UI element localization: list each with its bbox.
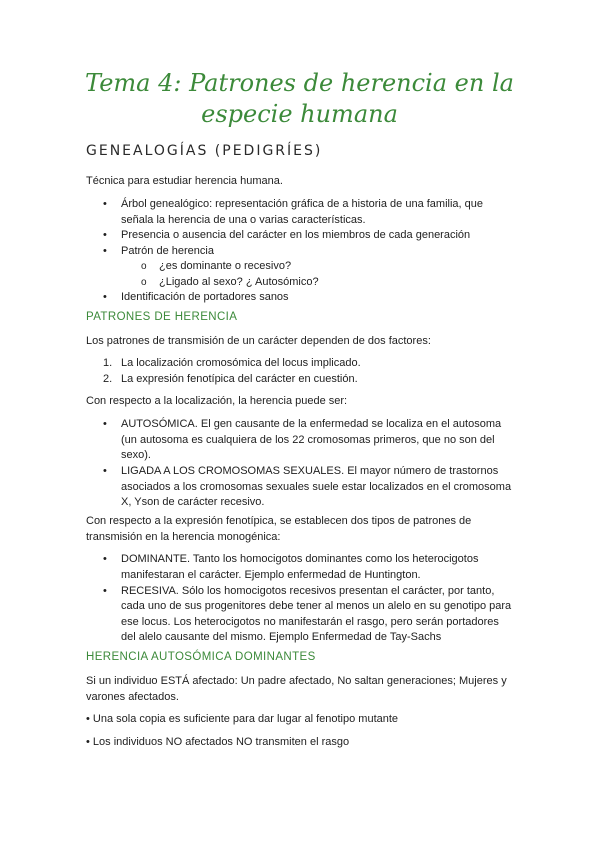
list-item: • Identificación de portadores sanos [103, 290, 515, 306]
list-item: • Árbol genealógico: representación gráfica de a historia de una familia, que señala la herencia de una o varias características. [103, 197, 515, 228]
title-line-2: especie humana [201, 100, 398, 128]
section-heading-autosomica: HERENCIA AUTOSÓMICA DOMINANTES [86, 651, 316, 663]
section-heading-patrones: PATRONES DE HERENCIA [86, 311, 238, 323]
list-item: • LIGADA A LOS CROMOSOMAS SEXUALES. El mayor número de trastornos asociados a los cromosomas sexuales suele estar localizados en el cromosoma X, Yson de carácter recesivo. [103, 464, 515, 511]
genealogias-list [103, 197, 515, 306]
title-line-1: Tema 4: Patrones de herencia en la [85, 69, 514, 97]
localizacion-list [103, 417, 515, 511]
factors-list [103, 356, 515, 387]
list-item: 1. La localización cromosómica del locus implicado. [103, 357, 361, 369]
localizacion-intro: Con respecto a la localización, la herencia puede ser: [86, 395, 348, 407]
expresion-list [103, 552, 515, 646]
autosomica-point-2: • Los individuos NO afectados NO transmiten el rasgo [86, 736, 350, 748]
autosomica-intro: Si un individuo ESTÁ afectado: Un padre afectado, No saltan generaciones; Mujeres y varones afectados. [86, 675, 507, 703]
section-heading-genealogias: GENEALOGÍAS (PEDIGRÍES) [86, 143, 323, 159]
list-item: • AUTOSÓMICA. El gen causante de la enfermedad se localiza en el autosoma (un autosoma es cualquiera de los 22 cromosomas primeros, que no son del sexo). [103, 417, 515, 464]
list-item: • DOMINANTE. Tanto los homocigotos dominantes como los heterocigotos manifestaran el carácter. Ejemplo enfermedad de Huntington. [103, 552, 515, 583]
sub-list-item: o ¿Ligado al sexo? ¿ Autosómico? [141, 275, 515, 291]
expresion-intro: Con respecto a la expresión fenotípica, se establecen dos tipos de patrones de transmisión en la herencia monogénica: [86, 515, 472, 543]
sub-list-item: o ¿es dominante o recesivo? [141, 259, 515, 275]
list-item: • Patrón de herencia o ¿es dominante o recesivo? o ¿Ligado al sexo? ¿ Autosómico? [103, 244, 515, 291]
list-item: • Presencia o ausencia del carácter en los miembros de cada generación [103, 228, 515, 244]
patrones-intro: Los patrones de transmisión de un carácter dependen de dos factores: [86, 335, 431, 347]
list-item: • RECESIVA. Sólo los homocigotos recesivos presentan el carácter, por tanto, cada uno de sus progenitores debe tener al menos un alelo en su genotipo para ese locus. Los heterocigotos no manifestarán el rasgo, pero serán portadores del alelo causante del mismo. Ejemplo Enfermedad de Tay-Sachs [103, 584, 515, 646]
genealogias-intro: Técnica para estudiar herencia humana. [86, 175, 283, 187]
list-item: 2. La expresión fenotípica del carácter en cuestión. [103, 372, 358, 385]
autosomica-point-1: • Una sola copia es suficiente para dar lugar al fenotipo mutante [86, 713, 399, 725]
page-title [40, 68, 559, 130]
patron-sublist [121, 259, 515, 290]
